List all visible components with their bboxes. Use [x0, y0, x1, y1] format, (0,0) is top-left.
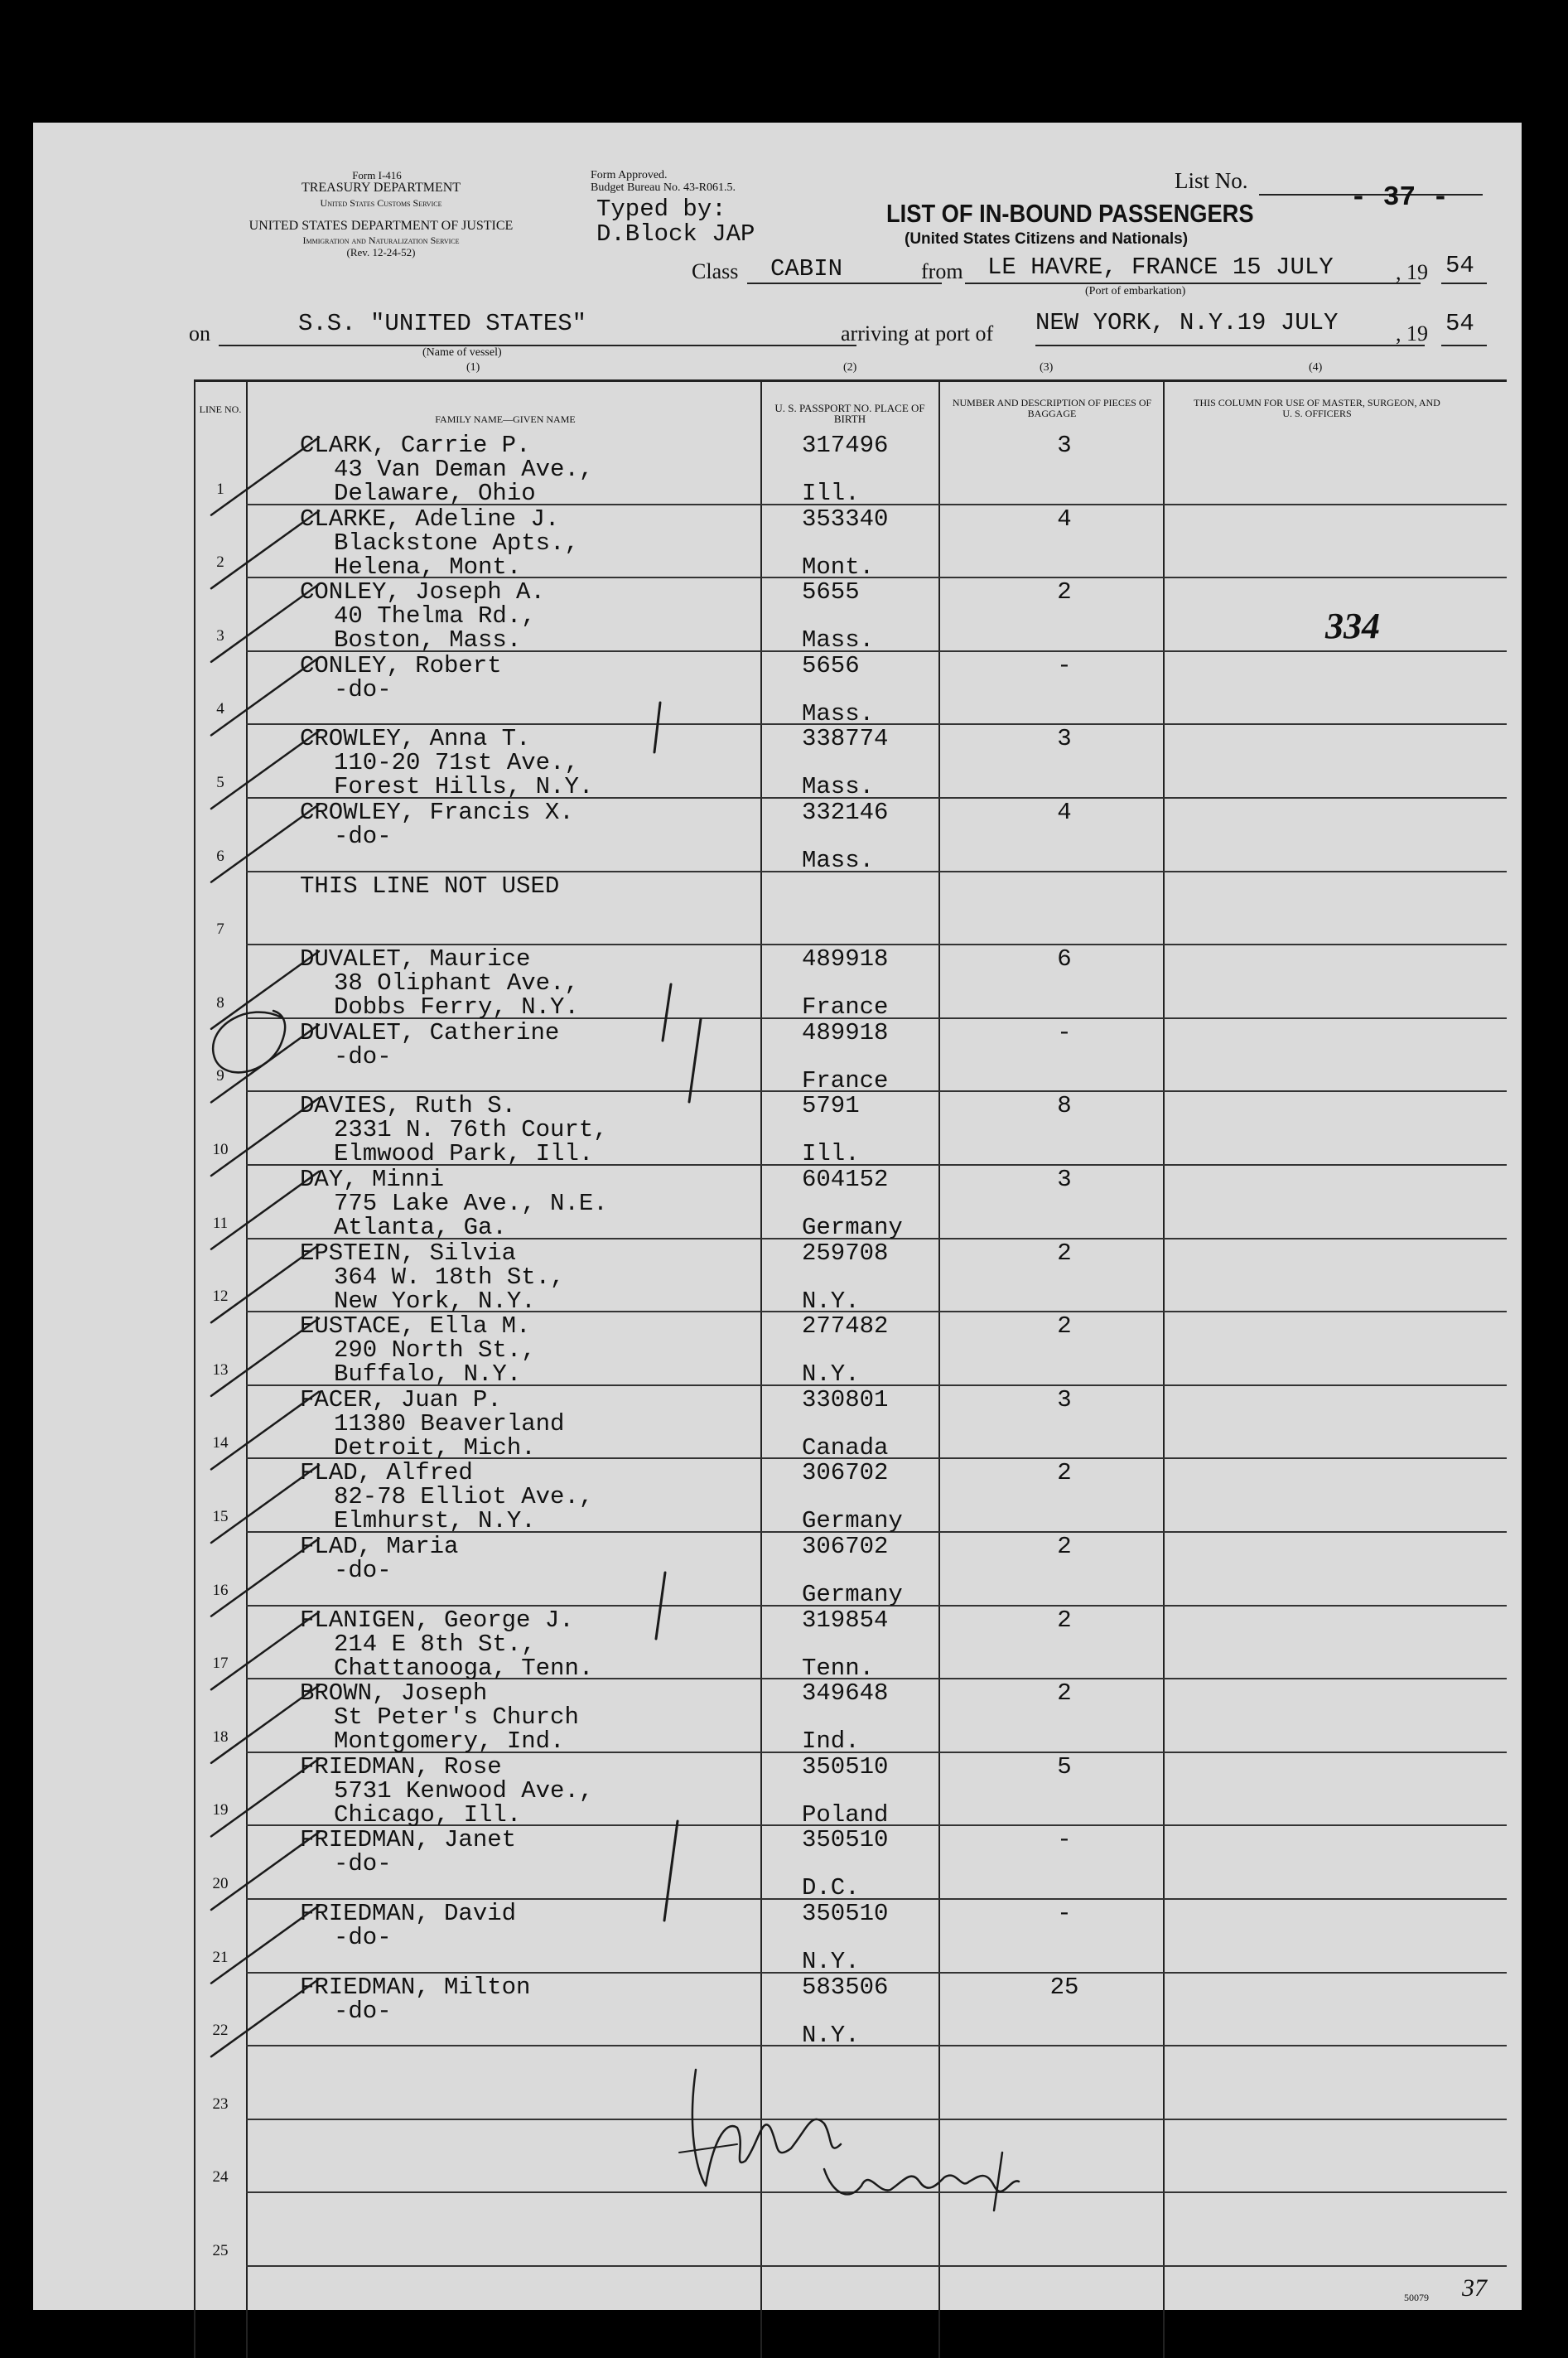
place-of-birth: Canada — [802, 1433, 889, 1462]
passport-number: 306702 — [802, 1459, 889, 1487]
place-of-birth: N.Y. — [802, 1287, 860, 1315]
column-number: (2) — [843, 361, 857, 374]
baggage-count: - — [1057, 1900, 1072, 1927]
passenger-name: FRIEDMAN, Milton — [300, 1973, 531, 2001]
baggage-count: - — [1057, 1826, 1072, 1854]
form-number: Form I-416 — [352, 169, 402, 181]
justice-department: UNITED STATES DEPARTMENT OF JUSTICE — [248, 219, 514, 233]
passport-number: 317496 — [802, 432, 889, 459]
place-of-birth: Ind. — [802, 1727, 860, 1756]
baggage-count: 3 — [1057, 1166, 1072, 1193]
place-of-birth: Germany — [802, 1581, 903, 1608]
place-of-birth: France — [802, 1066, 889, 1094]
page-number: 37 — [1462, 2274, 1487, 2302]
passenger-city: Elmhurst, N.Y. — [334, 1507, 536, 1535]
year-prefix: , 19 — [1396, 321, 1428, 345]
place-of-birth: Mass. — [802, 699, 875, 727]
baggage-count: 2 — [1057, 1606, 1072, 1634]
year-value: 54 — [1445, 310, 1474, 337]
header-name: FAMILY NAME—GIVEN NAME — [435, 413, 576, 425]
year-underline — [1441, 283, 1487, 284]
row-divider — [246, 2191, 1507, 2193]
baggage-count: 2 — [1057, 1239, 1072, 1267]
year-underline — [1441, 345, 1487, 346]
baggage-count: 4 — [1057, 505, 1072, 533]
place-of-birth: Tenn. — [802, 1654, 875, 1682]
passenger-name: DAY, Minni — [300, 1166, 445, 1193]
place-of-birth: Germany — [802, 1507, 903, 1535]
passenger-name: DUVALET, Catherine — [300, 1018, 560, 1046]
passport-number: 338774 — [802, 725, 889, 753]
line-number: 14 — [212, 1434, 229, 1452]
passenger-name: EUSTACE, Ella M. — [300, 1312, 531, 1341]
treasury-department: TREASURY DEPARTMENT — [301, 181, 461, 195]
passport-number: 350510 — [802, 1826, 889, 1854]
passenger-city: Chattanooga, Tenn. — [334, 1654, 594, 1682]
passenger-city: Boston, Mass. — [334, 626, 522, 655]
passenger-name: FLANIGEN, George J. — [300, 1606, 574, 1634]
place-of-birth: Germany — [802, 1214, 903, 1241]
baggage-count: 2 — [1057, 1459, 1072, 1487]
vessel-underline — [219, 345, 856, 346]
place-of-birth: N.Y. — [802, 1948, 860, 1975]
passenger-city: Dobbs Ferry, N.Y. — [334, 993, 579, 1022]
passenger-address: -do- — [334, 675, 392, 703]
baggage-count: 25 — [1049, 1973, 1079, 2001]
passenger-address: 43 Van Deman Ave., — [334, 456, 594, 483]
passenger-name: FRIEDMAN, Rose — [300, 1752, 502, 1781]
passenger-address: Blackstone Apts., — [334, 529, 579, 557]
passenger-name: THIS LINE NOT USED — [300, 872, 560, 900]
passenger-city: Buffalo, N.Y. — [334, 1360, 522, 1389]
handwritten-marks — [33, 123, 1522, 2310]
passenger-name: CROWLEY, Anna T. — [300, 725, 531, 753]
line-number: 6 — [216, 847, 224, 865]
typed-by-label: Typed by: — [596, 196, 726, 223]
line-number: 13 — [212, 1360, 229, 1379]
passenger-address: -do- — [334, 1850, 392, 1878]
header-line-no: LINE NO. — [199, 403, 242, 415]
passenger-city: Helena, Mont. — [334, 553, 522, 581]
place-of-birth: Poland — [802, 1800, 889, 1829]
line-number: 25 — [212, 2242, 229, 2259]
passenger-city: Atlanta, Ga. — [334, 1214, 507, 1241]
on-label: on — [189, 321, 210, 345]
passenger-address: St Peter's Church — [334, 1703, 579, 1732]
officer-stamp-number: 334 — [1325, 606, 1380, 646]
passport-number: 350510 — [802, 1752, 889, 1781]
baggage-count: 4 — [1057, 799, 1072, 826]
passenger-address: -do- — [334, 823, 392, 850]
line-number: 9 — [216, 1067, 224, 1085]
line-number: 17 — [212, 1655, 229, 1673]
place-of-birth: Mass. — [802, 847, 875, 874]
passenger-name: BROWN, Joseph — [300, 1679, 488, 1708]
column-divider — [1163, 379, 1165, 2358]
header-officers: THIS COLUMN FOR USE OF MASTER, SURGEON, AND U. S. OFFICERS — [1194, 397, 1440, 419]
place-of-birth: Ill. — [802, 480, 860, 507]
line-number: 24 — [212, 2168, 229, 2186]
passenger-name: DAVIES, Ruth S. — [300, 1092, 517, 1120]
from-underline — [965, 283, 1421, 284]
baggage-count: 2 — [1057, 578, 1072, 606]
passenger-city: New York, N.Y. — [334, 1287, 536, 1315]
column-number: (4) — [1309, 361, 1323, 374]
passenger-address: 364 W. 18th St., — [334, 1263, 565, 1291]
arriving-label: arriving at port of — [841, 321, 994, 345]
passenger-name: FLAD, Alfred — [300, 1459, 473, 1487]
passenger-address: -do- — [334, 1042, 392, 1070]
list-no: - 37 - — [1350, 182, 1449, 213]
place-of-birth: Ill. — [802, 1140, 860, 1168]
baggage-count: 5 — [1057, 1752, 1072, 1781]
line-number: 15 — [212, 1508, 229, 1525]
passport-number: 332146 — [802, 799, 889, 826]
passenger-name: FRIEDMAN, David — [300, 1900, 517, 1927]
place-of-birth: N.Y. — [802, 2021, 860, 2049]
typed-by: D.Block JAP — [596, 220, 755, 248]
line-number: 22 — [212, 2022, 229, 2040]
passenger-name: EPSTEIN, Silvia — [300, 1239, 517, 1267]
header-passport: U. S. PASSPORT NO. PLACE OF BIRTH — [774, 402, 925, 425]
place-of-birth: Mont. — [802, 553, 875, 581]
baggage-count: 8 — [1057, 1092, 1072, 1120]
from-label: from — [921, 259, 963, 283]
passport-number: 350510 — [802, 1900, 889, 1927]
class-label: Class — [692, 259, 739, 283]
passenger-name: FACER, Juan P. — [300, 1385, 502, 1413]
baggage-count: 3 — [1057, 432, 1072, 459]
list-no-label: List No. — [1175, 168, 1248, 193]
passport-number: 319854 — [802, 1606, 889, 1634]
passenger-address: 214 E 8th St., — [334, 1630, 536, 1658]
place-of-birth: N.Y. — [802, 1360, 860, 1389]
passenger-city: Delaware, Ohio — [334, 480, 536, 507]
passenger-name: CROWLEY, Francis X. — [300, 799, 574, 826]
passenger-city: Detroit, Mich. — [334, 1433, 536, 1462]
passenger-address: 82-78 Elliot Ave., — [334, 1483, 594, 1511]
passport-number: 5656 — [802, 651, 860, 679]
passenger-address: 775 Lake Ave., N.E. — [334, 1190, 608, 1217]
year-value: 54 — [1445, 252, 1474, 279]
passenger-name: CONLEY, Robert — [300, 651, 502, 679]
passenger-name: CLARK, Carrie P. — [300, 432, 531, 459]
column-divider — [246, 379, 248, 2358]
passport-number: 5791 — [802, 1092, 860, 1120]
arriving-value: NEW YORK, N.Y.19 JULY — [1035, 309, 1339, 336]
vessel-label: (Name of vessel) — [422, 346, 502, 359]
baggage-count: - — [1057, 651, 1072, 679]
immigration-service: Immigration and Naturalization Service — [302, 234, 460, 246]
revision: (Rev. 12-24-52) — [346, 246, 416, 259]
passenger-address: -do- — [334, 1557, 392, 1584]
line-number: 4 — [216, 700, 224, 718]
line-number: 16 — [212, 1581, 229, 1599]
passport-number: 330801 — [802, 1385, 889, 1413]
passenger-city: Forest Hills, N.Y. — [334, 773, 594, 801]
baggage-count: 3 — [1057, 725, 1072, 753]
table-top-border — [194, 379, 1507, 382]
line-number: 19 — [212, 1801, 229, 1819]
footer-code: 50079 — [1404, 2292, 1429, 2303]
passenger-city: Chicago, Ill. — [334, 1800, 522, 1829]
line-number: 5 — [216, 774, 224, 791]
passport-number: 349648 — [802, 1679, 889, 1708]
baggage-count: 6 — [1057, 945, 1072, 974]
passenger-name: FRIEDMAN, Janet — [300, 1826, 517, 1854]
line-number: 2 — [216, 553, 224, 572]
row-divider — [246, 2045, 1507, 2046]
baggage-count: 2 — [1057, 1533, 1072, 1560]
header-baggage: NUMBER AND DESCRIPTION OF PIECES OF BAGGAGE — [952, 397, 1152, 419]
year-prefix: , 19 — [1396, 260, 1428, 284]
passport-number: 259708 — [802, 1239, 889, 1267]
passenger-address: 38 Oliphant Ave., — [334, 969, 579, 998]
passport-number: 604152 — [802, 1166, 889, 1193]
manifest-page — [33, 123, 1522, 2310]
line-number: 7 — [216, 920, 224, 939]
column-divider — [760, 379, 762, 2358]
column-number: (1) — [466, 361, 480, 374]
passenger-name: CONLEY, Joseph A. — [300, 578, 545, 606]
line-number: 12 — [212, 1288, 229, 1306]
class-underline — [747, 283, 942, 284]
passenger-name: DUVALET, Maurice — [300, 945, 531, 974]
passport-number: 489918 — [802, 1018, 889, 1046]
passenger-address: 40 Thelma Rd., — [334, 602, 536, 631]
line-number: 1 — [216, 480, 224, 498]
row-divider — [246, 2119, 1507, 2120]
passenger-city: Elmwood Park, Ill. — [334, 1140, 594, 1168]
from-value: LE HAVRE, FRANCE 15 JULY — [987, 254, 1334, 281]
line-number: 10 — [212, 1141, 229, 1158]
port-embarkation-label: (Port of embarkation) — [1085, 285, 1186, 297]
passenger-name: FLAD, Maria — [300, 1533, 459, 1560]
line-number: 3 — [216, 626, 224, 645]
baggage-count: 2 — [1057, 1679, 1072, 1708]
passenger-address: -do- — [334, 1997, 392, 2025]
baggage-count: 2 — [1057, 1312, 1072, 1341]
line-number: 11 — [212, 1214, 229, 1232]
passenger-city: Montgomery, Ind. — [334, 1727, 565, 1756]
passenger-address: 5731 Kenwood Ave., — [334, 1776, 594, 1805]
place-of-birth: France — [802, 993, 889, 1022]
passenger-address: 2331 N. 76th Court, — [334, 1116, 608, 1144]
vessel-name: S.S. "UNITED STATES" — [298, 310, 587, 337]
baggage-count: 3 — [1057, 1385, 1072, 1413]
customs-service: United States Customs Service — [320, 197, 442, 209]
document-subtitle: (United States Citizens and Nationals) — [905, 230, 1189, 248]
passenger-name: CLARKE, Adeline J. — [300, 505, 560, 533]
line-number: 23 — [212, 2095, 229, 2113]
passenger-address: 11380 Beaverland — [334, 1409, 565, 1438]
passport-number: 489918 — [802, 945, 889, 974]
line-number: 20 — [212, 1875, 229, 1892]
column-number: (3) — [1040, 361, 1054, 374]
passenger-address: -do- — [334, 1924, 392, 1951]
passenger-address: 290 North St., — [334, 1336, 536, 1365]
line-number: 21 — [212, 1948, 229, 1966]
place-of-birth: Mass. — [802, 626, 875, 655]
line-number: 8 — [216, 993, 224, 1012]
passport-number: 277482 — [802, 1312, 889, 1341]
place-of-birth: Mass. — [802, 773, 875, 801]
class-value: CABIN — [770, 255, 843, 283]
budget-bureau: Budget Bureau No. 43-R061.5. — [591, 181, 736, 194]
document-title: LIST OF IN-BOUND PASSENGERS — [886, 199, 1254, 228]
place-of-birth: D.C. — [802, 1874, 860, 1902]
arriving-underline — [1035, 345, 1425, 346]
baggage-count: - — [1057, 1018, 1072, 1046]
passport-number: 583506 — [802, 1973, 889, 2001]
row-divider — [246, 2265, 1507, 2267]
line-number: 18 — [212, 1727, 229, 1746]
table-left-border — [194, 379, 195, 2358]
passport-number: 5655 — [802, 578, 860, 606]
passport-number: 306702 — [802, 1533, 889, 1560]
column-divider — [938, 379, 940, 2358]
form-approved: Form Approved. — [591, 169, 668, 181]
passenger-address: 110-20 71st Ave., — [334, 749, 579, 777]
passport-number: 353340 — [802, 505, 889, 533]
